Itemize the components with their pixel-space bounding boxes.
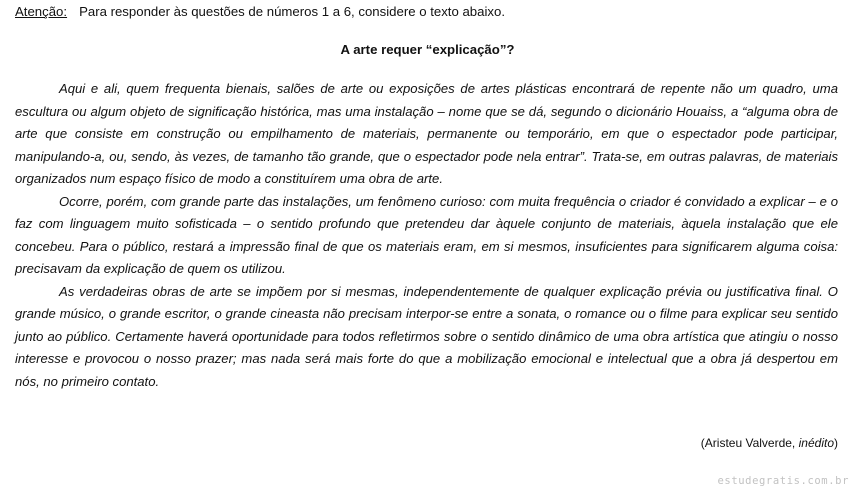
attention-label: Atenção:	[15, 4, 68, 19]
paragraph-1: Aqui e ali, quem frequenta bienais, salões de arte ou exposições de artes plásticas encontrará de repente não um quadro, uma escultura ou algum objeto de significação histórica, mas uma instalação – nome que se dá, segundo o dicionário Houaiss, a “alguma obra de arte que consiste em construção ou empilhamento de materiais, permanente ou temporário, em que o espectador pode participar, manipulando-a, ou, sendo, às vezes, de tamanho tão grande, que o espectador pode nela entrar”. Trata-se, em outras palavras, de materiais organizados num espaço físico de modo a constituírem uma obra de arte.	[15, 81, 838, 186]
attention-notice	[15, 4, 505, 20]
attention-text: Para responder às questões de números 1 a 6, considere o texto abaixo.	[79, 4, 505, 19]
paragraph-2: Ocorre, porém, com grande parte das instalações, um fenômeno curioso: com muita frequência o criador é convidado a explicar – e o faz com linguagem muito sofisticada – o sentido profundo que pretendeu dar àquele conjunto de materiais, àquela instalação que ele concebeu. Para o público, restará a impressão final de que os materiais eram, em si mesmos, insuficientes para significarem alguma coisa: precisavam da explicação de quem os utilizou.	[15, 193, 838, 276]
paragraph-3: As verdadeiras obras de arte se impõem por si mesmas, independentemente de qualquer explicação prévia ou justificativa final. O grande músico, o grande escritor, o grande cineasta não precisam interpor-se entre a sonata, o romance ou o filme para explicar seu sentido junto ao público. Certamente haverá oportunidade para todos refletirmos sobre o sentido dinâmico de uma obra artística que atingiu o nosso interesse e provocou o nosso prazer; mas nada será mais forte do que a mobilização emocional e intelectual que a obra já despertou em nós, no primeiro contato.	[15, 283, 838, 389]
credit-status: inédito	[798, 436, 834, 450]
credit-close-paren: )	[834, 436, 838, 450]
credit-open-paren: (	[700, 436, 705, 450]
text-title: A arte requer “explicação”?	[340, 42, 515, 57]
author-credit	[701, 436, 838, 451]
text-body	[15, 78, 838, 393]
site-watermark: estudegratis.com.br	[717, 475, 849, 487]
credit-author: Aristeu Valverde,	[704, 436, 796, 450]
